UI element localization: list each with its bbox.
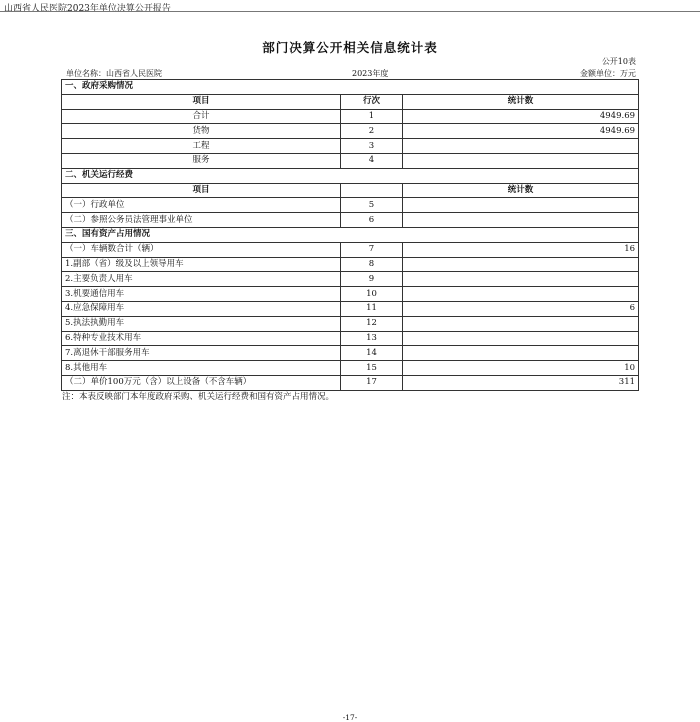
table-row — [62, 272, 639, 287]
row-line-number: 3 — [341, 139, 403, 154]
row-value — [403, 272, 639, 287]
row-item: 3.机要通信用车 — [62, 287, 341, 302]
section-heading-row — [62, 168, 639, 183]
row-line-number: 4 — [341, 153, 403, 168]
section-heading: 一、政府采购情况 — [62, 80, 639, 95]
row-item: （一）车辆数合计（辆） — [62, 242, 341, 257]
row-line-number: 5 — [341, 198, 403, 213]
row-item: （一）行政单位 — [62, 198, 341, 213]
row-value — [403, 316, 639, 331]
table-row — [62, 213, 639, 228]
column-header-value: 统计数 — [403, 183, 639, 198]
row-line-number: 15 — [341, 361, 403, 376]
row-value: 311 — [403, 375, 639, 390]
column-header-row — [62, 183, 639, 198]
table-row — [62, 109, 639, 124]
row-line-number: 2 — [341, 124, 403, 139]
row-value — [403, 213, 639, 228]
form-code: 公开10表 — [601, 57, 636, 66]
row-value: 6 — [403, 301, 639, 316]
section-heading: 三、国有资产占用情况 — [62, 227, 639, 242]
row-item: （二）参照公务员法管理事业单位 — [62, 213, 341, 228]
row-value — [403, 287, 639, 302]
row-item: 合计 — [62, 109, 341, 124]
row-item: 5.执法执勤用车 — [62, 316, 341, 331]
currency-unit: 金额单位：万元 — [580, 69, 636, 78]
table-row — [62, 124, 639, 139]
row-item: 服务 — [62, 153, 341, 168]
row-item: 工程 — [62, 139, 341, 154]
table-row — [62, 242, 639, 257]
row-item: 1.副部（省）级及以上领导用车 — [62, 257, 341, 272]
row-item: 7.离退休干部服务用车 — [62, 346, 341, 361]
table-row — [62, 331, 639, 346]
table-footnote: 注：本表反映部门本年度政府采购、机关运行经费和国有资产占用情况。 — [62, 392, 335, 402]
table-row — [62, 361, 639, 376]
row-value — [403, 153, 639, 168]
table-row — [62, 287, 639, 302]
report-year: 2023年度 — [352, 69, 389, 78]
row-line-number: 17 — [341, 375, 403, 390]
table-row — [62, 346, 639, 361]
row-value — [403, 198, 639, 213]
running-header: 山西省人民医院2023年单位决算公开报告 — [4, 4, 171, 14]
column-header-row — [62, 94, 639, 109]
row-line-number: 14 — [341, 346, 403, 361]
column-header-item: 项目 — [62, 183, 341, 198]
row-value — [403, 346, 639, 361]
row-item: 2.主要负责人用车 — [62, 272, 341, 287]
document-title: 部门决算公开相关信息统计表 — [262, 40, 438, 55]
row-value: 16 — [403, 242, 639, 257]
row-value: 4949.69 — [403, 124, 639, 139]
unit-name: 单位名称：山西省人民医院 — [66, 69, 162, 78]
row-item: 8.其他用车 — [62, 361, 341, 376]
column-header-item: 项目 — [62, 94, 341, 109]
row-value: 4949.69 — [403, 109, 639, 124]
row-value — [403, 257, 639, 272]
page-number: -17- — [342, 713, 358, 722]
table-row — [62, 375, 639, 390]
table-row — [62, 257, 639, 272]
row-value — [403, 331, 639, 346]
row-item: 4.应急保障用车 — [62, 301, 341, 316]
row-value — [403, 139, 639, 154]
table-row — [62, 139, 639, 154]
row-item: 6.特种专业技术用车 — [62, 331, 341, 346]
row-line-number: 9 — [341, 272, 403, 287]
row-line-number: 13 — [341, 331, 403, 346]
table-row — [62, 316, 639, 331]
row-line-number: 11 — [341, 301, 403, 316]
row-line-number: 1 — [341, 109, 403, 124]
table-row — [62, 153, 639, 168]
table-row — [62, 198, 639, 213]
row-line-number: 12 — [341, 316, 403, 331]
row-line-number: 8 — [341, 257, 403, 272]
row-line-number: 7 — [341, 242, 403, 257]
section-heading-row — [62, 80, 639, 95]
section-heading: 二、机关运行经费 — [62, 168, 639, 183]
row-line-number: 6 — [341, 213, 403, 228]
table-row — [62, 301, 639, 316]
column-header-line — [341, 183, 403, 198]
column-header-value: 统计数 — [403, 94, 639, 109]
statistics-table — [61, 79, 639, 391]
row-item: 货物 — [62, 124, 341, 139]
header-rule — [0, 11, 700, 12]
row-value: 10 — [403, 361, 639, 376]
row-line-number: 10 — [341, 287, 403, 302]
row-item: （二）单价100万元（含）以上设备（不含车辆） — [62, 375, 341, 390]
column-header-line: 行次 — [341, 94, 403, 109]
section-heading-row — [62, 227, 639, 242]
